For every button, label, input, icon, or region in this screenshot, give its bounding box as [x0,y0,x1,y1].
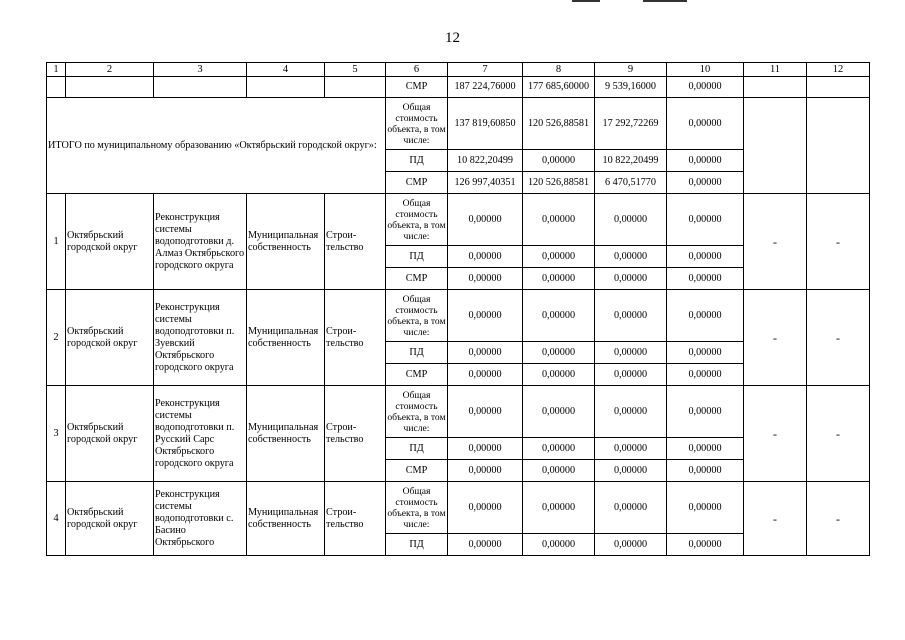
value-cell: 0,00000 [523,386,595,438]
value-cell: 137 819,60850 [448,98,523,150]
value-cell: 0,00000 [595,364,667,386]
total-row [47,98,870,150]
value-cell: 177 685,60000 [523,77,595,98]
dash-cell: - [807,386,870,482]
value-cell: 0,00000 [667,342,744,364]
project-row [47,482,870,534]
value-cell: 0,00000 [523,460,595,482]
empty-cell [807,98,870,194]
value-cell: 0,00000 [667,98,744,150]
value-cell: 0,00000 [448,482,523,534]
project-ownership: Муниципальная собственность [247,482,325,556]
cost-type: ПД [386,150,448,172]
dash-cell: - [807,290,870,386]
cost-type: Общая стоимость объекта, в том числе: [386,290,448,342]
top-edge-line-1 [572,0,600,2]
cost-type: СМР [386,460,448,482]
value-cell: 0,00000 [595,194,667,246]
cost-type: Общая стоимость объекта, в том числе: [386,98,448,150]
empty-cell [744,77,807,98]
empty-cell [66,77,154,98]
project-work-type: Строи-тельство [325,194,386,290]
empty-cell [744,98,807,194]
value-cell: 0,00000 [448,268,523,290]
project-ownership: Муниципальная собственность [247,194,325,290]
value-cell: 0,00000 [595,438,667,460]
project-district: Октябрьский городской округ [66,290,154,386]
col-header: 6 [386,63,448,77]
cost-type: СМР [386,364,448,386]
project-number: 4 [47,482,66,556]
value-cell: 0,00000 [667,194,744,246]
cost-type: СМР [386,268,448,290]
cost-type: СМР [386,172,448,194]
dash-cell: - [744,290,807,386]
value-cell: 0,00000 [448,364,523,386]
project-district: Октябрьский городской округ [66,482,154,556]
value-cell: 0,00000 [667,534,744,556]
value-cell: 0,00000 [523,290,595,342]
col-header: 11 [744,63,807,77]
value-cell: 120 526,88581 [523,98,595,150]
value-cell: 0,00000 [448,386,523,438]
project-name: Реконструкция системы водоподготовки п. Зуевский Октябрьского городского округа [154,290,247,386]
value-cell: 9 539,16000 [595,77,667,98]
cost-type: Общая стоимость объекта, в том числе: [386,482,448,534]
project-name: Реконструкция системы водоподготовки п. Русский Сарс Октябрьского городского округа [154,386,247,482]
value-cell: 0,00000 [523,364,595,386]
continuation-row [47,77,870,98]
project-name: Реконструкция системы водоподготовки с. Басино Октябрьского [154,482,247,556]
cost-type: Общая стоимость объекта, в том числе: [386,386,448,438]
header-row [47,63,870,77]
value-cell: 0,00000 [667,172,744,194]
col-header: 2 [66,63,154,77]
value-cell: 0,00000 [595,482,667,534]
project-district: Октябрьский городской округ [66,386,154,482]
value-cell: 0,00000 [523,194,595,246]
col-header: 7 [448,63,523,77]
value-cell: 6 470,51770 [595,172,667,194]
project-row [47,386,870,438]
value-cell: 0,00000 [448,534,523,556]
value-cell: 0,00000 [667,290,744,342]
empty-cell [154,77,247,98]
dash-cell: - [744,386,807,482]
value-cell: 0,00000 [595,342,667,364]
top-edge-line-2 [643,0,687,2]
project-number: 3 [47,386,66,482]
value-cell: 0,00000 [523,246,595,268]
value-cell: 0,00000 [667,77,744,98]
col-header: 9 [595,63,667,77]
value-cell: 0,00000 [667,386,744,438]
value-cell: 0,00000 [595,290,667,342]
value-cell: 0,00000 [595,386,667,438]
value-cell: 0,00000 [595,268,667,290]
cost-type: ПД [386,342,448,364]
value-cell: 0,00000 [523,342,595,364]
col-header: 3 [154,63,247,77]
cost-type: СМР [386,77,448,98]
value-cell: 0,00000 [448,290,523,342]
dash-cell: - [807,482,870,556]
cost-type: Общая стоимость объекта, в том числе: [386,194,448,246]
value-cell: 0,00000 [667,268,744,290]
col-header: 8 [523,63,595,77]
project-work-type: Строи-тельство [325,290,386,386]
value-cell: 0,00000 [667,438,744,460]
cost-type: ПД [386,534,448,556]
page-number: 12 [445,30,460,46]
value-cell: 0,00000 [523,482,595,534]
value-cell: 0,00000 [595,246,667,268]
col-header: 5 [325,63,386,77]
value-cell: 0,00000 [448,460,523,482]
value-cell: 10 822,20499 [595,150,667,172]
empty-cell [325,77,386,98]
value-cell: 17 292,72269 [595,98,667,150]
cost-type: ПД [386,438,448,460]
project-row [47,290,870,342]
value-cell: 0,00000 [448,246,523,268]
value-cell: 0,00000 [523,150,595,172]
value-cell: 0,00000 [448,342,523,364]
value-cell: 0,00000 [448,438,523,460]
value-cell: 0,00000 [595,460,667,482]
value-cell: 0,00000 [667,460,744,482]
value-cell: 187 224,76000 [448,77,523,98]
project-row [47,194,870,246]
project-ownership: Муниципальная собственность [247,290,325,386]
value-cell: 120 526,88581 [523,172,595,194]
value-cell: 0,00000 [523,438,595,460]
cost-type: ПД [386,246,448,268]
value-cell: 0,00000 [523,534,595,556]
col-header: 10 [667,63,744,77]
dash-cell: - [807,194,870,290]
dash-cell: - [744,482,807,556]
project-number: 2 [47,290,66,386]
investment-table [46,62,870,556]
project-ownership: Муниципальная собственность [247,386,325,482]
dash-cell: - [744,194,807,290]
col-header: 12 [807,63,870,77]
value-cell: 0,00000 [595,534,667,556]
project-work-type: Строи-тельство [325,386,386,482]
project-work-type: Строи-тельство [325,482,386,556]
value-cell: 0,00000 [667,364,744,386]
value-cell: 10 822,20499 [448,150,523,172]
value-cell: 0,00000 [667,246,744,268]
value-cell: 0,00000 [523,268,595,290]
project-district: Октябрьский городской округ [66,194,154,290]
total-label: ИТОГО по муниципальному образованию «Октябрьский городской округ»: [47,98,386,194]
col-header: 1 [47,63,66,77]
project-name: Реконструкция системы водоподготовки д. Алмаз Октябрьского городского округа [154,194,247,290]
project-number: 1 [47,194,66,290]
value-cell: 126 997,40351 [448,172,523,194]
value-cell: 0,00000 [667,150,744,172]
value-cell: 0,00000 [667,482,744,534]
value-cell: 0,00000 [448,194,523,246]
empty-cell [807,77,870,98]
col-header: 4 [247,63,325,77]
empty-cell [247,77,325,98]
empty-cell [47,77,66,98]
